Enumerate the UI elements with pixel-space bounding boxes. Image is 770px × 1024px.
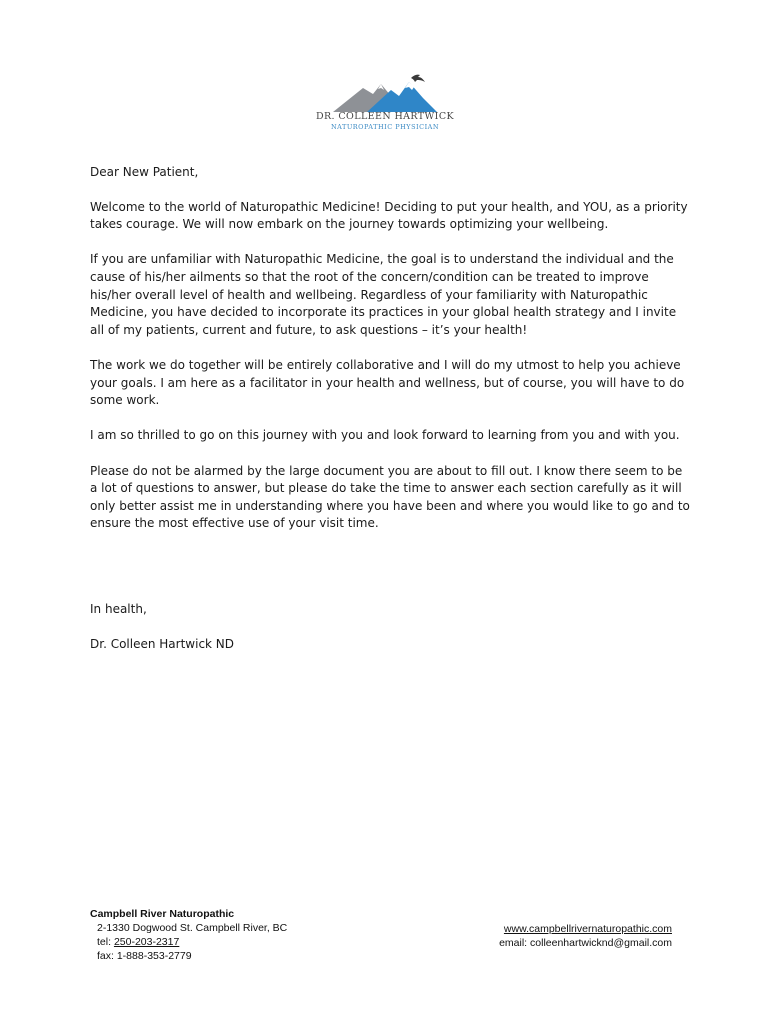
footer-address: 2-1330 Dogwood St. Campbell River, BC: [97, 922, 288, 934]
footer-web: [499, 922, 672, 950]
footer-contact: [90, 907, 287, 963]
footer-email: email: colleenhartwicknd@gmail.com: [499, 937, 672, 949]
footer-tel-link[interactable]: 250-203-2317: [113, 936, 180, 948]
eagle-icon: [411, 75, 425, 82]
footer-tel-line: [90, 935, 287, 949]
signature: Dr. Colleen Hartwick ND: [90, 637, 235, 651]
paragraph-document-notice: Please do not be alarmed by the large document you are about to fill out. I know there seem to be a lot of questions to answer, but please do take the time to answer each section carefully as it will only better assist me in understanding where you have been and where you would like to go and to ensure the most effective use of your visit time.: [90, 463, 690, 531]
paragraph-naturopathic-medicine: If you are unfamiliar with Naturopathic Medicine, the goal is to understand the individual and the cause of his/her ailments so that the root of the concern/condition can be treated to improve his/her overall level of health and wellbeing. Regardless of your familiarity with Naturopathic Medicine, you have decided to incorporate its practices in your global health strategy and I invite all of my patients, current and future, to ask questions – it’s your health!: [90, 252, 677, 337]
footer-website-link[interactable]: www.campbellrivernaturopathic.com: [503, 923, 672, 935]
footer-tel-label: tel:: [97, 936, 114, 948]
closing: In health,: [90, 602, 147, 616]
paragraph-collaboration: The work we do together will be entirely collaborative and I will do my utmost to help you achieve your goals. I am here as a facilitator in your health and wellness, but of course, you will have to do some work.: [90, 357, 685, 408]
footer-org-name: Campbell River Naturopathic: [90, 908, 235, 920]
logo-name: DR. COLLEEN HARTWICK: [315, 111, 455, 122]
logo-subtitle: NATUROPATHIC PHYSICIAN: [330, 123, 440, 131]
clinic-logo: [305, 74, 465, 134]
letter-body: [90, 164, 690, 550]
paragraph-thrilled: I am so thrilled to go on this journey with you and look forward to learning from you and with you.: [90, 428, 680, 443]
paragraph-welcome: Welcome to the world of Naturopathic Medicine! Deciding to put your health, and YOU, as a priority takes courage. We will now embark on the journey towards optimizing your wellbeing.: [90, 199, 688, 232]
footer-fax: fax: 1-888-353-2779: [97, 950, 192, 962]
mountain-logo-icon: [333, 74, 437, 112]
salutation: Dear New Patient,: [90, 165, 199, 179]
